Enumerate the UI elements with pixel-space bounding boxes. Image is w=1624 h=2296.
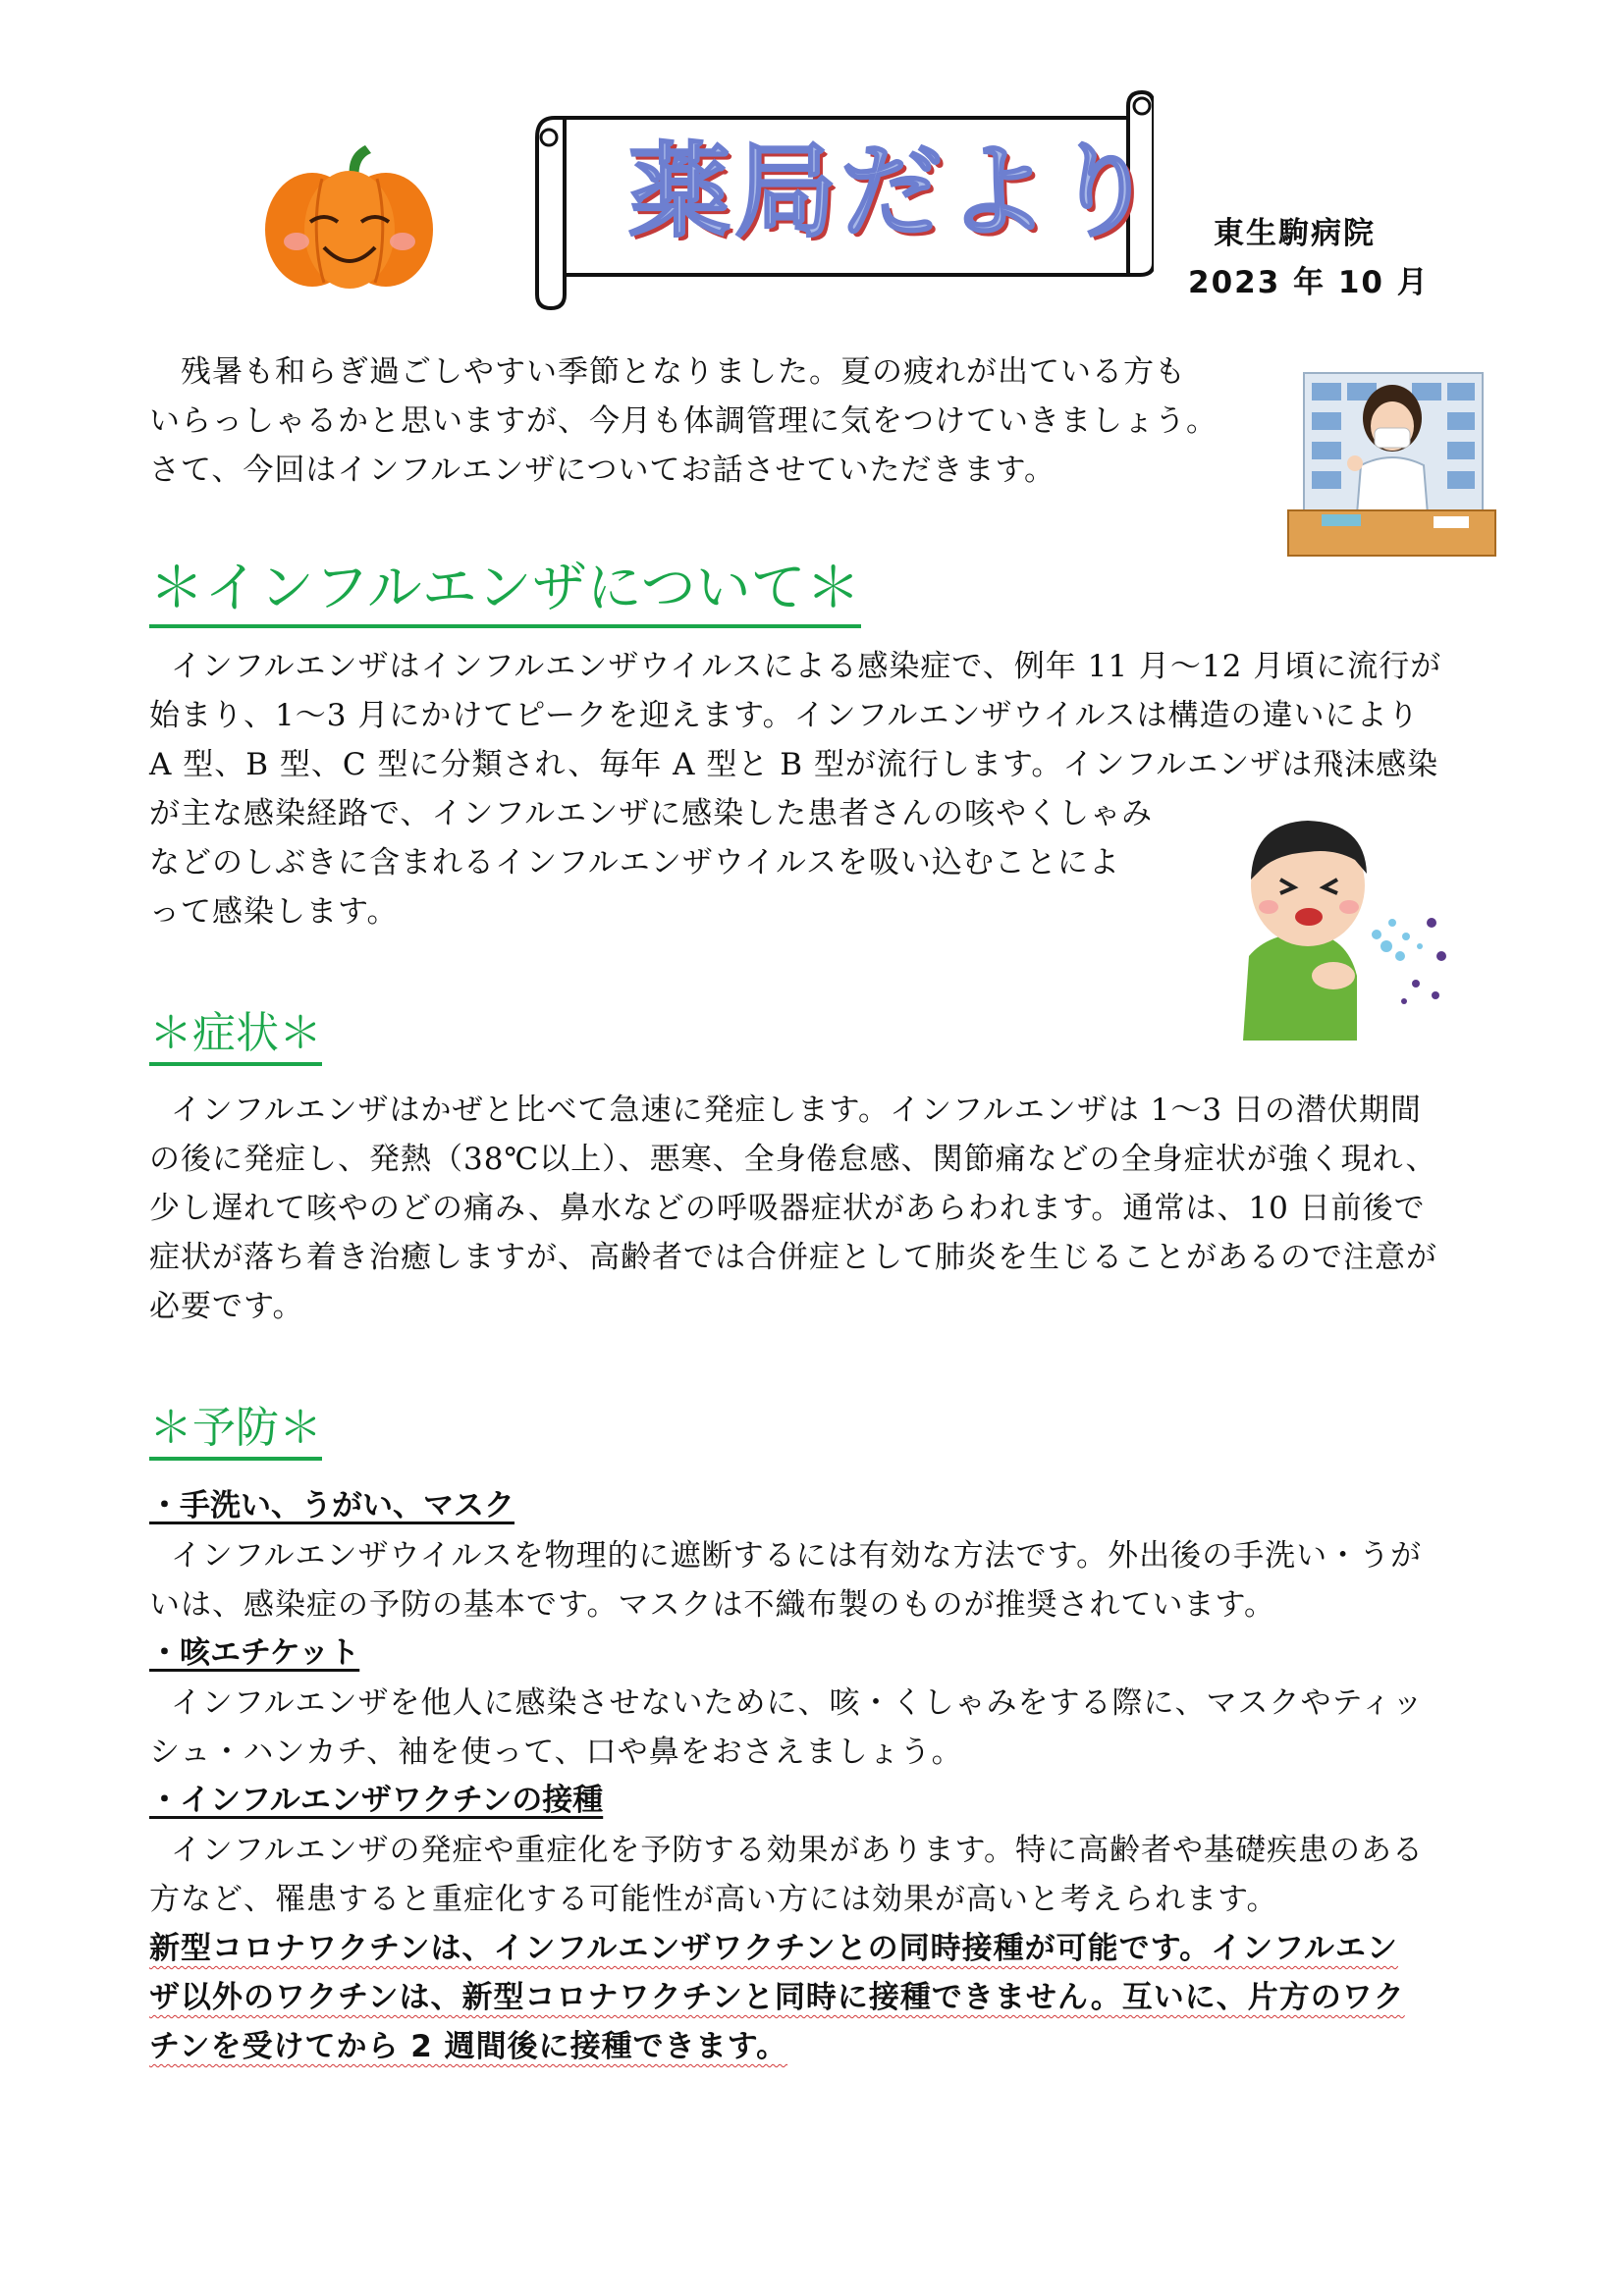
prevention-item-body-etiquette: インフルエンザを他人に感染させないために、咳・くしゃみをする際に、マスクやティッ シュ・ハンカチ、袖を使って、口や鼻をおさえましょう。 [149,1685,1424,1770]
issue-date: 2023 年 10 月 [1188,265,1430,300]
prevention-item-title-handwash: ・手洗い、うがい、マスク [149,1488,514,1523]
influenza-paragraph-narrow: が主な感染経路で、インフルエンザに感染した患者さんの咳やくしゃみ などのしぶきに含まれるインフルエンザウイルスを吸い込むことによ って感染します。 [149,796,1154,930]
prevention-item-title-vaccine: ・インフルエンザワクチンの接種 [149,1783,604,1818]
symptoms-paragraph: インフルエンザはかぜと比べて急速に発症します。インフルエンザは 1～3 日の潜伏期間 の後に発症し、発熱（38℃以上）、悪寒、全身倦怠感、関節痛などの全身症状が強く現れ、 少し遅れて咳やのどの痛み、鼻水などの呼吸器症状があらわれます。通常は、10 日前後で 症状が落ち着き治癒しますが、高齢者では合併症として肺炎を生じることがあるので注意が 必要です。 [149,1093,1437,1324]
sneezing-person-illustration [1239,809,1457,1041]
prevention-item-body-handwash: インフルエンザウイルスを物理的に遮断するには有効な方法です。外出後の手洗い・うが いは、感染症の予防の基本です。マスクは不織布製のものが推奨されています。 [149,1538,1423,1623]
prevention-item-body-vaccine: インフルエンザの発症や重症化を予防する効果があります。特に高齢者や基礎疾患のある 方など、罹患すると重症化する可能性が高い方には効果が高いと考えられます。 [149,1833,1424,1917]
section-heading-influenza: ＊インフルエンザについて＊ [149,556,861,628]
pumpkin-icon [263,139,435,292]
covid-vaccine-note [149,1924,1485,2071]
note-line: チンを受けてから 2 週間後に接種できます。 [149,2029,788,2064]
note-line: ザ以外のワクチンは、新型コロナワクチンと同時に接種できません。互いに、片方のワク [149,1980,1405,2015]
section-heading-prevention: ＊予防＊ [149,1402,322,1461]
section-heading-symptoms: ＊症状＊ [149,1007,322,1066]
hospital-name: 東生駒病院 [1214,216,1376,251]
page-title: 薬局だより [628,132,1160,251]
intro-paragraph: 残暑も和らぎ過ごしやすい季節となりました。夏の疲れが出ている方も いらっしゃるかと思いますが、今月も体調管理に気をつけていきましょう。 さて、今回はインフルエンザについてお話させていただきます。 [149,354,1218,488]
prevention-item-title-etiquette: ・咳エチケット [149,1635,360,1671]
note-line: 新型コロナワクチンは、インフルエンザワクチンとの同時接種が可能です。インフルエン [149,1931,1398,1966]
pharmacist-illustration [1286,367,1497,560]
influenza-paragraph-full: インフルエンザはインフルエンザウイルスによる感染症で、例年 11 月～12 月頃に流行が 始まり、1～3 月にかけてピークを迎えます。インフルエンザウイルスは構造の違いにより A 型、B 型、C 型に分類され、毎年 A 型と B 型が流行します。インフルエンザは飛沫感染 [149,649,1442,782]
